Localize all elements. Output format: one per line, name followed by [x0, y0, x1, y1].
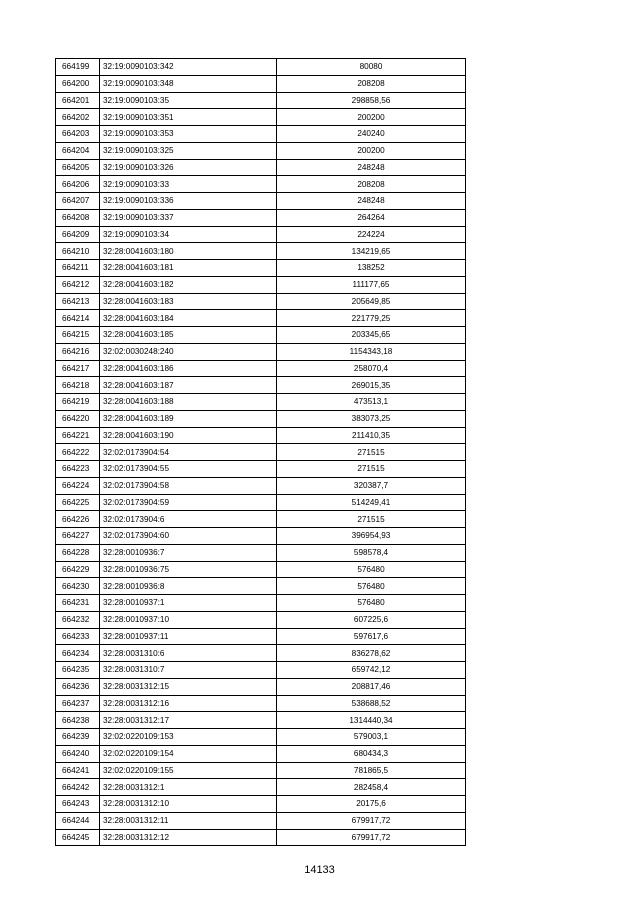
- cadastral-number-cell: 32:28:0041603:184: [100, 310, 277, 327]
- cadastral-number-cell: 32:02:0173904:60: [100, 528, 277, 545]
- value-cell: 269015,35: [277, 377, 466, 394]
- value-cell: 579003,1: [277, 729, 466, 746]
- cadastral-number-cell: 32:02:0220109:154: [100, 745, 277, 762]
- cadastral-value-table: [55, 58, 466, 846]
- table-row: [56, 561, 466, 578]
- value-cell: 659742,12: [277, 662, 466, 679]
- row-number-cell: 664242: [56, 779, 100, 796]
- value-cell: 1314440,34: [277, 712, 466, 729]
- row-number-cell: 664208: [56, 209, 100, 226]
- cadastral-number-cell: 32:19:0090103:342: [100, 59, 277, 76]
- cadastral-number-cell: 32:28:0031312:1: [100, 779, 277, 796]
- cadastral-number-cell: 32:19:0090103:35: [100, 92, 277, 109]
- table-row: [56, 779, 466, 796]
- row-number-cell: 664212: [56, 276, 100, 293]
- value-cell: 320387,7: [277, 477, 466, 494]
- table-row: [56, 662, 466, 679]
- table-row: [56, 159, 466, 176]
- cadastral-number-cell: 32:28:0010937:1: [100, 595, 277, 612]
- table-row: [56, 595, 466, 612]
- table-row: [56, 528, 466, 545]
- value-cell: 258070,4: [277, 360, 466, 377]
- row-number-cell: 664236: [56, 678, 100, 695]
- cadastral-number-cell: 32:28:0031312:10: [100, 796, 277, 813]
- value-cell: 679917,72: [277, 829, 466, 846]
- value-cell: 221779,25: [277, 310, 466, 327]
- cadastral-number-cell: 32:02:0173904:58: [100, 477, 277, 494]
- value-cell: 208817,46: [277, 678, 466, 695]
- row-number-cell: 664224: [56, 477, 100, 494]
- table-body: [56, 59, 466, 846]
- value-cell: 208208: [277, 176, 466, 193]
- value-cell: 271515: [277, 461, 466, 478]
- cadastral-number-cell: 32:28:0041603:182: [100, 276, 277, 293]
- table-row: [56, 327, 466, 344]
- row-number-cell: 664231: [56, 595, 100, 612]
- row-number-cell: 664209: [56, 226, 100, 243]
- row-number-cell: 664230: [56, 578, 100, 595]
- table-row: [56, 544, 466, 561]
- row-number-cell: 664206: [56, 176, 100, 193]
- value-cell: 205649,85: [277, 293, 466, 310]
- value-cell: 134219,65: [277, 243, 466, 260]
- table-row: [56, 343, 466, 360]
- cadastral-number-cell: 32:19:0090103:348: [100, 75, 277, 92]
- cadastral-number-cell: 32:28:0031312:16: [100, 695, 277, 712]
- cadastral-number-cell: 32:02:0030248:240: [100, 343, 277, 360]
- table-row: [56, 193, 466, 210]
- row-number-cell: 664211: [56, 260, 100, 277]
- value-cell: 598578,4: [277, 544, 466, 561]
- table-row: [56, 444, 466, 461]
- cadastral-number-cell: 32:28:0031312:12: [100, 829, 277, 846]
- table-row: [56, 377, 466, 394]
- row-number-cell: 664199: [56, 59, 100, 76]
- value-cell: 576480: [277, 595, 466, 612]
- table-row: [56, 410, 466, 427]
- table-row: [56, 427, 466, 444]
- table-row: [56, 712, 466, 729]
- table-row: [56, 360, 466, 377]
- row-number-cell: 664240: [56, 745, 100, 762]
- value-cell: 200200: [277, 109, 466, 126]
- row-number-cell: 664210: [56, 243, 100, 260]
- table-row: [56, 628, 466, 645]
- row-number-cell: 664227: [56, 528, 100, 545]
- row-number-cell: 664203: [56, 126, 100, 143]
- value-cell: 200200: [277, 142, 466, 159]
- value-cell: 248248: [277, 159, 466, 176]
- value-cell: 514249,41: [277, 494, 466, 511]
- value-cell: 781865,5: [277, 762, 466, 779]
- value-cell: 240240: [277, 126, 466, 143]
- table-row: [56, 142, 466, 159]
- value-cell: 282458,4: [277, 779, 466, 796]
- table-row: [56, 276, 466, 293]
- cadastral-number-cell: 32:02:0173904:55: [100, 461, 277, 478]
- table-row: [56, 394, 466, 411]
- row-number-cell: 664215: [56, 327, 100, 344]
- row-number-cell: 664228: [56, 544, 100, 561]
- table-row: [56, 695, 466, 712]
- row-number-cell: 664226: [56, 511, 100, 528]
- value-cell: 680434,3: [277, 745, 466, 762]
- row-number-cell: 664207: [56, 193, 100, 210]
- table-row: [56, 109, 466, 126]
- table-row: [56, 729, 466, 746]
- row-number-cell: 664239: [56, 729, 100, 746]
- value-cell: 607225,6: [277, 611, 466, 628]
- value-cell: 597617,6: [277, 628, 466, 645]
- row-number-cell: 664217: [56, 360, 100, 377]
- table-row: [56, 310, 466, 327]
- table-row: [56, 477, 466, 494]
- table-row: [56, 578, 466, 595]
- cadastral-number-cell: 32:28:0010936:75: [100, 561, 277, 578]
- table-row: [56, 494, 466, 511]
- value-cell: 271515: [277, 511, 466, 528]
- row-number-cell: 664221: [56, 427, 100, 444]
- page-number: 14133: [304, 864, 335, 876]
- row-number-cell: 664220: [56, 410, 100, 427]
- cadastral-number-cell: 32:19:0090103:326: [100, 159, 277, 176]
- row-number-cell: 664241: [56, 762, 100, 779]
- table-row: [56, 645, 466, 662]
- value-cell: 111177,65: [277, 276, 466, 293]
- value-cell: 576480: [277, 561, 466, 578]
- table-row: [56, 829, 466, 846]
- cadastral-number-cell: 32:19:0090103:34: [100, 226, 277, 243]
- cadastral-number-cell: 32:28:0031310:6: [100, 645, 277, 662]
- cadastral-number-cell: 32:28:0041603:187: [100, 377, 277, 394]
- value-cell: 538688,52: [277, 695, 466, 712]
- table-row: [56, 511, 466, 528]
- cadastral-number-cell: 32:28:0041603:180: [100, 243, 277, 260]
- cadastral-number-cell: 32:28:0041603:186: [100, 360, 277, 377]
- value-cell: 679917,72: [277, 812, 466, 829]
- value-cell: 383073,25: [277, 410, 466, 427]
- cadastral-number-cell: 32:02:0173904:54: [100, 444, 277, 461]
- table-row: [56, 796, 466, 813]
- table-row: [56, 92, 466, 109]
- row-number-cell: 664243: [56, 796, 100, 813]
- cadastral-number-cell: 32:28:0031312:17: [100, 712, 277, 729]
- row-number-cell: 664218: [56, 377, 100, 394]
- table-row: [56, 611, 466, 628]
- row-number-cell: 664232: [56, 611, 100, 628]
- table-row: [56, 260, 466, 277]
- table-row: [56, 812, 466, 829]
- value-cell: 264264: [277, 209, 466, 226]
- cadastral-number-cell: 32:28:0041603:188: [100, 394, 277, 411]
- cadastral-number-cell: 32:02:0173904:6: [100, 511, 277, 528]
- row-number-cell: 664244: [56, 812, 100, 829]
- cadastral-number-cell: 32:02:0173904:59: [100, 494, 277, 511]
- value-cell: 224224: [277, 226, 466, 243]
- cadastral-number-cell: 32:02:0220109:153: [100, 729, 277, 746]
- table-row: [56, 461, 466, 478]
- cadastral-number-cell: 32:28:0041603:183: [100, 293, 277, 310]
- row-number-cell: 664235: [56, 662, 100, 679]
- cadastral-number-cell: 32:28:0041603:190: [100, 427, 277, 444]
- cadastral-number-cell: 32:28:0031312:11: [100, 812, 277, 829]
- row-number-cell: 664219: [56, 394, 100, 411]
- value-cell: 211410,35: [277, 427, 466, 444]
- value-cell: 271515: [277, 444, 466, 461]
- value-cell: 203345,65: [277, 327, 466, 344]
- cadastral-number-cell: 32:02:0220109:155: [100, 762, 277, 779]
- cadastral-number-cell: 32:19:0090103:353: [100, 126, 277, 143]
- row-number-cell: 664238: [56, 712, 100, 729]
- row-number-cell: 664223: [56, 461, 100, 478]
- table-row: [56, 176, 466, 193]
- value-cell: 80080: [277, 59, 466, 76]
- table-row: [56, 226, 466, 243]
- row-number-cell: 664201: [56, 92, 100, 109]
- cadastral-number-cell: 32:28:0010937:10: [100, 611, 277, 628]
- value-cell: 20175,6: [277, 796, 466, 813]
- row-number-cell: 664233: [56, 628, 100, 645]
- cadastral-number-cell: 32:19:0090103:336: [100, 193, 277, 210]
- value-cell: 396954,93: [277, 528, 466, 545]
- cadastral-number-cell: 32:28:0010936:8: [100, 578, 277, 595]
- row-number-cell: 664225: [56, 494, 100, 511]
- value-cell: 248248: [277, 193, 466, 210]
- cadastral-number-cell: 32:28:0031310:7: [100, 662, 277, 679]
- row-number-cell: 664200: [56, 75, 100, 92]
- value-cell: 208208: [277, 75, 466, 92]
- table-row: [56, 209, 466, 226]
- cadastral-number-cell: 32:28:0010937:11: [100, 628, 277, 645]
- cadastral-number-cell: 32:19:0090103:337: [100, 209, 277, 226]
- row-number-cell: 664202: [56, 109, 100, 126]
- cadastral-number-cell: 32:28:0041603:181: [100, 260, 277, 277]
- row-number-cell: 664237: [56, 695, 100, 712]
- row-number-cell: 664213: [56, 293, 100, 310]
- table-row: [56, 293, 466, 310]
- table-row: [56, 59, 466, 76]
- cadastral-number-cell: 32:28:0041603:185: [100, 327, 277, 344]
- table-row: [56, 75, 466, 92]
- value-cell: 576480: [277, 578, 466, 595]
- value-cell: 473513,1: [277, 394, 466, 411]
- table-row: [56, 762, 466, 779]
- cadastral-number-cell: 32:19:0090103:33: [100, 176, 277, 193]
- row-number-cell: 664204: [56, 142, 100, 159]
- table-row: [56, 678, 466, 695]
- row-number-cell: 664216: [56, 343, 100, 360]
- cadastral-number-cell: 32:28:0031312:15: [100, 678, 277, 695]
- value-cell: 298858,56: [277, 92, 466, 109]
- row-number-cell: 664222: [56, 444, 100, 461]
- value-cell: 836278,62: [277, 645, 466, 662]
- table-row: [56, 745, 466, 762]
- row-number-cell: 664214: [56, 310, 100, 327]
- cadastral-number-cell: 32:28:0041603:189: [100, 410, 277, 427]
- table-row: [56, 243, 466, 260]
- table-row: [56, 126, 466, 143]
- cadastral-number-cell: 32:19:0090103:351: [100, 109, 277, 126]
- value-cell: 1154343,18: [277, 343, 466, 360]
- cadastral-number-cell: 32:28:0010936:7: [100, 544, 277, 561]
- row-number-cell: 664245: [56, 829, 100, 846]
- cadastral-number-cell: 32:19:0090103:325: [100, 142, 277, 159]
- row-number-cell: 664229: [56, 561, 100, 578]
- value-cell: 138252: [277, 260, 466, 277]
- row-number-cell: 664234: [56, 645, 100, 662]
- row-number-cell: 664205: [56, 159, 100, 176]
